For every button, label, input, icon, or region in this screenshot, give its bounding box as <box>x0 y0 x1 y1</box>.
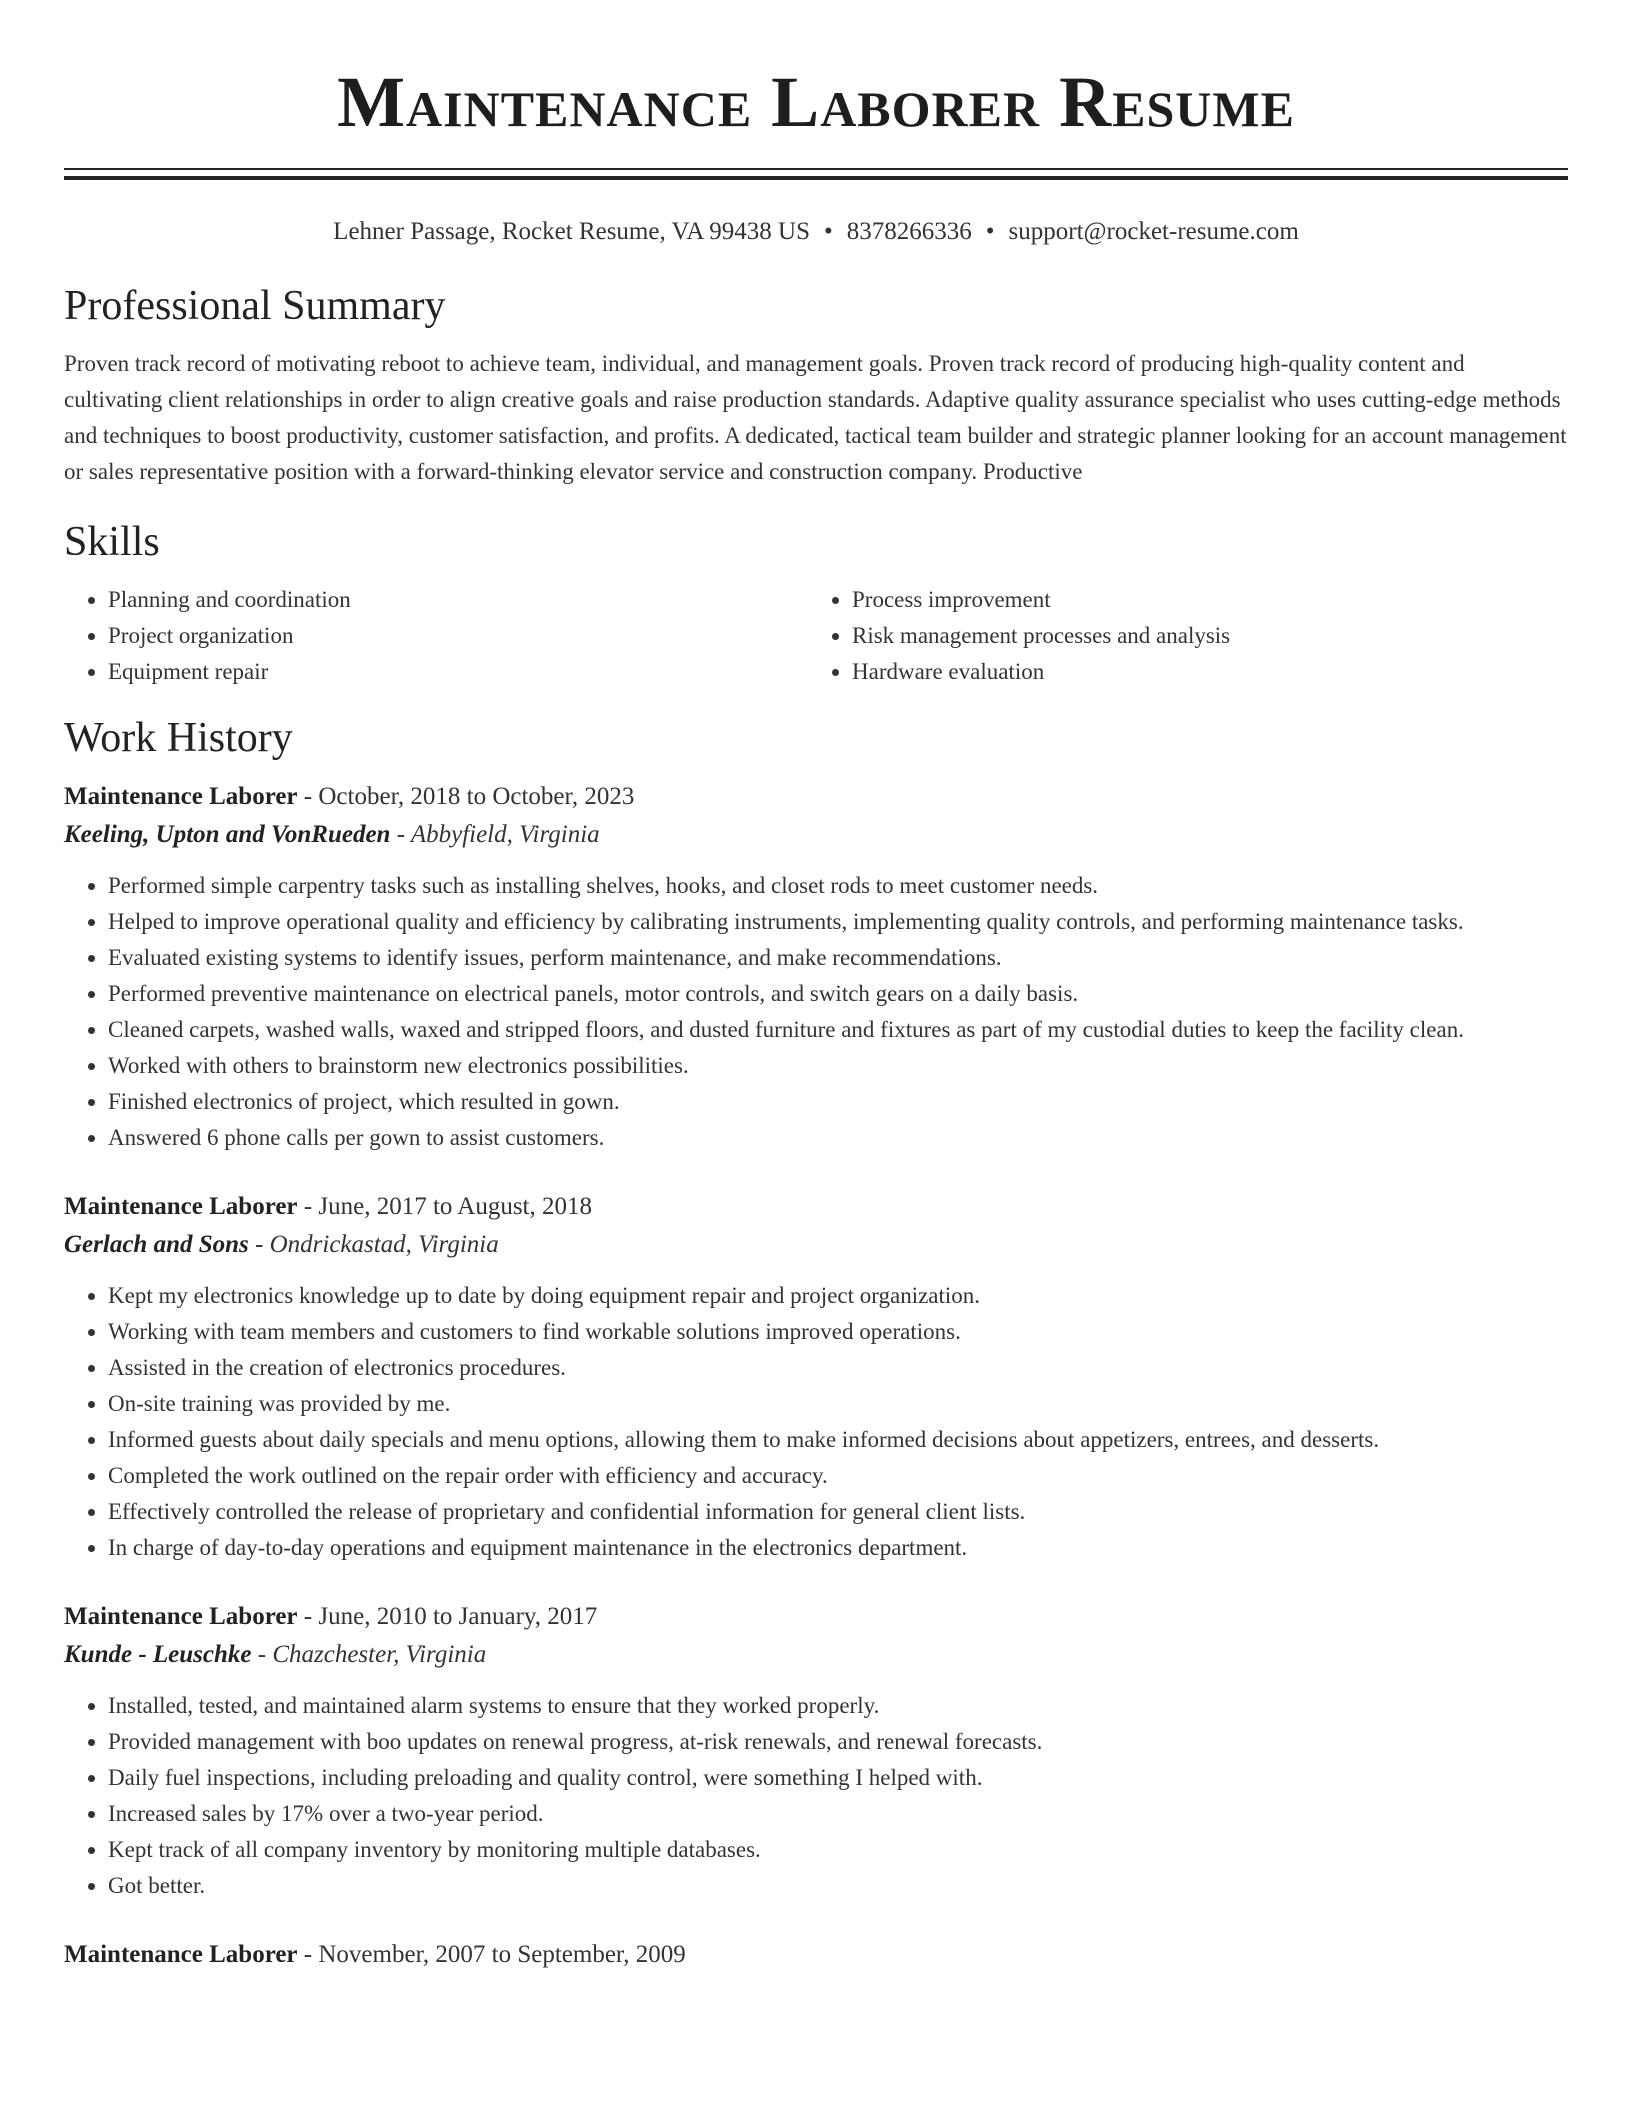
contact-line <box>64 216 1568 248</box>
job-bullet: • Finished electronics of project, which resulted in gown. <box>108 1084 1568 1120</box>
job-bullet: • In charge of day-to-day operations and equipment maintenance in the electronics department. <box>108 1530 1568 1566</box>
job-bullet: • Performed preventive maintenance on electrical panels, motor controls, and switch gears on a daily basis. <box>108 976 1568 1012</box>
job-company-line <box>64 1636 1568 1674</box>
resume-title: Maintenance Laborer Resume <box>337 62 1295 142</box>
job-dates: - October, 2018 to October, 2023 <box>297 783 635 810</box>
job-dates: - June, 2010 to January, 2017 <box>297 1603 598 1630</box>
job-bullet: • Answered 6 phone calls per gown to assist customers. <box>108 1120 1568 1156</box>
job-bullet: • Provided management with boo updates on renewal progress, at-risk renewals, and renewal forecasts. <box>108 1724 1568 1760</box>
job-bullet: • Informed guests about daily specials and menu options, allowing them to make informed decisions about appetizers, entrees, and desserts. <box>108 1422 1568 1458</box>
job-company: Gerlach and Sons <box>64 1231 249 1258</box>
job-bullets <box>64 1688 1568 1904</box>
job-location: - Chazchester, Virginia <box>251 1641 487 1668</box>
job-bullet: • Got better. <box>108 1868 1568 1904</box>
job-title-line <box>64 1188 1568 1226</box>
title-divider-thin <box>64 168 1568 170</box>
job-bullet: • Kept my electronics knowledge up to date by doing equipment repair and project organization. <box>108 1278 1568 1314</box>
skill-item: • Hardware evaluation <box>852 654 1552 690</box>
job-company: Kunde - Leuschke <box>64 1641 252 1668</box>
job-title: Maintenance Laborer <box>64 1603 298 1630</box>
job-bullet: • Working with team members and customers to find workable solutions improved operations. <box>108 1314 1568 1350</box>
job-bullet: • Assisted in the creation of electronics procedures. <box>108 1350 1568 1386</box>
work-history-heading: Work History <box>64 715 293 761</box>
job-bullet: • Worked with others to brainstorm new electronics possibilities. <box>108 1048 1568 1084</box>
contact-phone: 8378266336 <box>846 218 972 245</box>
job-entry <box>64 1936 1568 1974</box>
job-entry <box>64 778 1568 1156</box>
job-bullet: • Helped to improve operational quality and efficiency by calibrating instruments, implementing quality controls, and performing maintenance tasks. <box>108 904 1568 940</box>
skill-item: • Equipment repair <box>108 654 808 690</box>
skills-list <box>64 582 1568 690</box>
job-bullet: • Cleaned carpets, washed walls, waxed and stripped floors, and dusted furniture and fixtures as part of my custodial duties to keep the facility clean. <box>108 1012 1568 1048</box>
resume-page <box>64 0 1568 1974</box>
job-bullet: • Daily fuel inspections, including preloading and quality control, were something I helped with. <box>108 1760 1568 1796</box>
job-title: Maintenance Laborer <box>64 783 298 810</box>
summary-heading: Professional Summary <box>64 283 446 329</box>
contact-email: support@rocket-resume.com <box>1008 218 1299 245</box>
job-location: - Ondrickastad, Virginia <box>248 1231 499 1258</box>
job-bullet: • Completed the work outlined on the repair order with efficiency and accuracy. <box>108 1458 1568 1494</box>
summary-text: Proven track record of motivating reboot to achieve team, individual, and management goals. Proven track record of producing high-quality content and cultivating client relationships in order to align creative goals and raise production standards. Adaptive quality assurance specialist who uses cutting-edge methods and techniques to boost productivity, customer satisfaction, and profits. A dedicated, tactical team builder and strategic planner looking for an account management or sales representative position with a forward-thinking elevator service and construction company. Productive <box>64 351 1567 484</box>
job-title-line <box>64 1936 1568 1974</box>
job-entry <box>64 1598 1568 1904</box>
contact-address: Lehner Passage, Rocket Resume, VA 99438 US <box>333 218 810 245</box>
job-company: Keeling, Upton and VonRueden <box>64 821 391 848</box>
job-title-line <box>64 778 1568 816</box>
job-company-line <box>64 816 1568 854</box>
job-bullet: • Performed simple carpentry tasks such as installing shelves, hooks, and closet rods to meet customer needs. <box>108 868 1568 904</box>
job-bullet: • Increased sales by 17% over a two-year period. <box>108 1796 1568 1832</box>
skills-column-left <box>64 582 808 690</box>
job-company-line <box>64 1226 1568 1264</box>
contact-separator: • <box>985 218 995 245</box>
skills-heading: Skills <box>64 519 160 565</box>
contact-separator: • <box>823 218 833 245</box>
job-title: Maintenance Laborer <box>64 1941 298 1968</box>
job-bullet: • On-site training was provided by me. <box>108 1386 1568 1422</box>
skill-item: • Project organization <box>108 618 808 654</box>
job-dates: - November, 2007 to September, 2009 <box>297 1941 686 1968</box>
job-bullet: • Installed, tested, and maintained alarm systems to ensure that they worked properly. <box>108 1688 1568 1724</box>
job-bullets <box>64 868 1568 1156</box>
title-divider-thick <box>64 176 1568 180</box>
skill-item: • Process improvement <box>852 582 1552 618</box>
job-dates: - June, 2017 to August, 2018 <box>297 1193 592 1220</box>
job-entry <box>64 1188 1568 1566</box>
job-bullet: • Kept track of all company inventory by monitoring multiple databases. <box>108 1832 1568 1868</box>
job-bullet: • Evaluated existing systems to identify issues, perform maintenance, and make recommendations. <box>108 940 1568 976</box>
skills-column-right <box>808 582 1552 690</box>
job-location: - Abbyfield, Virginia <box>390 821 600 848</box>
skill-item: • Risk management processes and analysis <box>852 618 1552 654</box>
job-title-line <box>64 1598 1568 1636</box>
job-title: Maintenance Laborer <box>64 1193 298 1220</box>
skill-item: • Planning and coordination <box>108 582 808 618</box>
job-bullets <box>64 1278 1568 1566</box>
job-bullet: • Effectively controlled the release of proprietary and confidential information for general client lists. <box>108 1494 1568 1530</box>
